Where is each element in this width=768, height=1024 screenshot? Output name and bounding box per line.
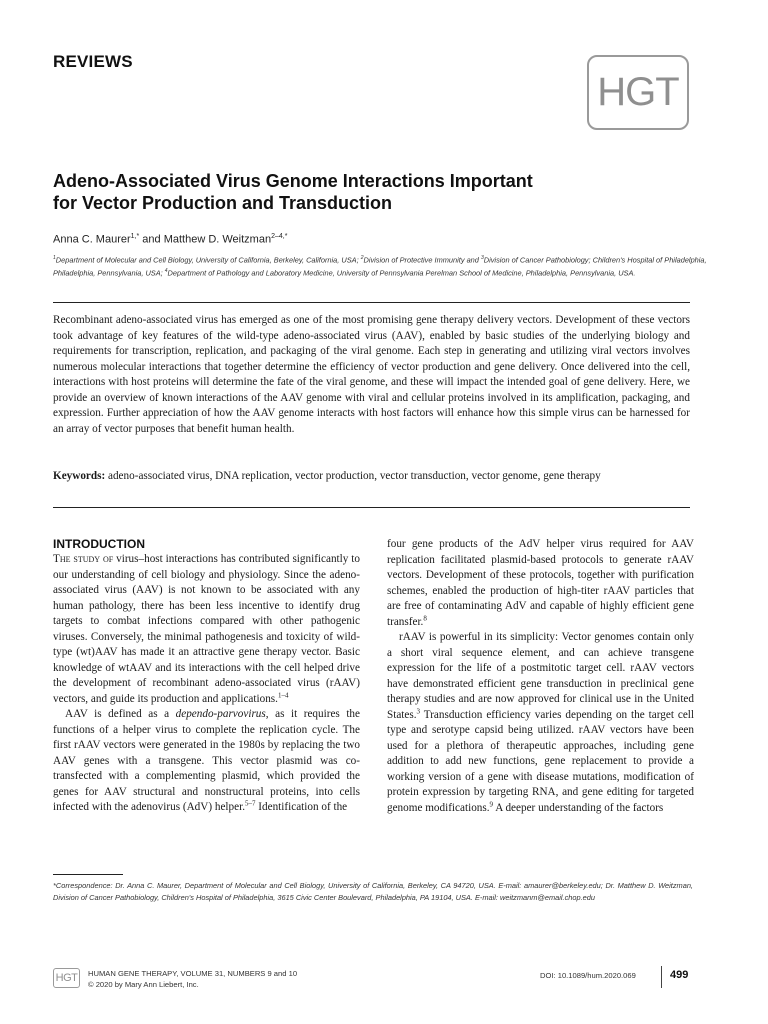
body-column-left: [53, 537, 360, 816]
body-paragraph: [53, 552, 360, 707]
reference-marker: 5–7: [245, 799, 256, 808]
reference-marker: 1–4: [277, 690, 289, 699]
affiliations: [53, 253, 708, 279]
body-column-right: [387, 537, 694, 816]
journal-volume: HUMAN GENE THERAPY, VOLUME 31, NUMBERS 9 and 10: [88, 969, 298, 978]
paragraph-text: rAAV is powerful in its simplicity: Vector genomes contain only a short viral sequence element, and can achieve transgene expression for the life of a postmitotic target cell. rAAV vectors have demonstrated efficient gene transduction in preclinical gene therapy studies and are now approved for clinical use in the United States.: [387, 631, 694, 721]
body-paragraph: [53, 707, 360, 816]
abstract: Recombinant adeno-associated virus has emerged as one of the most promising gene therapy delivery vectors. Development of these vectors took advantage of key features of the wild-type adeno-associated virus (AAV), enabled by basic studies of the underlying biology and requirements for transcription, replication, and packaging of the viral genome. Each step in generating and utilizing viral vectors involves numerous molecular interactions that together determine the efficiency of vector production and gene delivery. Once delivered into the cell, interactions with host proteins will determine the fate of the viral genome, and these will impact the intended goal of gene delivery. Here, we provide an overview of known interactions of the AAV genome with viral and cellular proteins involved in its amplification, packaging, and expression. Further appreciation of how the AAV genome interacts with host factors will enhance how this simple virus can be harnessed for an array of vector purposes that benefit human health.: [53, 314, 690, 435]
affiliation-text: Division of Cancer Pathobiology; Children's Hospital of Philadelphia, Philadelphia, Pennsylvania, USA;: [53, 255, 707, 278]
affiliation-marker: 3: [480, 255, 484, 261]
affiliation-text: Department of Pathology and Laboratory Medicine, University of Pennsylvania Perelman School of Medicine, Philadelphia, Pennsylvania, USA.: [167, 268, 636, 278]
body-paragraph: [387, 630, 694, 816]
italic-term: dependo-parvovirus: [175, 708, 266, 720]
doi: DOI: 10.1089/hum.2020.069: [540, 971, 636, 980]
author-conjunction: and: [139, 233, 164, 246]
author-affiliation-marker: 2–4,*: [271, 233, 288, 240]
section-label: REVIEWS: [53, 52, 133, 71]
journal-logo: HGT: [587, 55, 689, 130]
section-heading: INTRODUCTION: [53, 537, 145, 551]
paragraph-text: Identification of the: [255, 801, 348, 813]
author-name: Matthew D. Weitzman: [163, 233, 272, 246]
article-title: [53, 170, 613, 214]
copyright: © 2020 by Mary Ann Liebert, Inc.: [88, 980, 199, 989]
footer-journal-logo: HGT: [53, 968, 80, 988]
affiliation-marker: 4: [164, 267, 168, 274]
body-paragraph: [387, 537, 694, 630]
page-number-divider: [661, 966, 662, 988]
keywords: [53, 469, 690, 485]
paragraph-text: Transduction efficiency varies depending on the target cell type and serotype capsid being utilized. rAAV vectors have been used for a plethora of therapeutic approaches, including gene addition to add new functions, gene replacement to provide a working version of a gene with disease mutations, modification of protein expression by targeting RNA, and gene editing for targeted genome modifications.: [387, 708, 694, 814]
lead-in-smallcaps: The study of: [53, 553, 114, 565]
title-line-1: Adeno-Associated Virus Genome Interactions Important: [53, 171, 533, 191]
correspondence-footnote: *Correspondence: Dr. Anna C. Maurer, Department of Molecular and Cell Biology, University of California, Berkeley, CA 94720, USA. E-mail: amaurer@berkeley.edu; Dr. Matthew D. Weitzman, Division of Cancer Pathobiology, Children's Hospital of Philadelphia, 3615 Civic Center Boulevard, Philadelphia, PA 19104, USA. E-mail: weitzmanm@email.chop.edu: [53, 881, 693, 902]
footnote-rule: [53, 874, 123, 875]
abstract-top-rule: [53, 302, 690, 303]
paragraph-text: , as it requires the functions of a helper virus to complete the replication cycle. The first rAAV vectors were generated in the 1980s by replacing the two AAV genes with a transgene. This vector plasmid was co-transfected with a complementing plasmid, which provided the genes for AAV structural and nonstructural proteins, into cells infected with the adenovirus (AdV) helper.: [53, 708, 360, 813]
paragraph-text: A deeper understanding of the factors: [493, 801, 664, 814]
author-name: Anna C. Maurer: [53, 233, 131, 246]
paragraph-text: virus–host interactions has contributed significantly to our understanding of cell biology and physiology. Since the adeno-associated virus (AAV) is not known to be associated with any human pathology, there has been less incentive to identify drug targets to combat infections compared with other pathogenic viruses. Conversely, the minimal pathogenesis and toxicity of wild-type (wt)AAV has made it an attractive gene therapy vector. Basic knowledge of wtAAV and its interactions with the cell helped drive the development of recombinant adeno-associated virus (rAAV) vectors, and guide its production and applications.: [53, 553, 360, 705]
reference-marker: 3: [416, 706, 421, 715]
keywords-label: Keywords:: [53, 470, 106, 482]
journal-citation: [88, 968, 297, 990]
affiliation-marker: 2: [360, 255, 364, 261]
affiliation-marker: 1: [53, 255, 56, 261]
abstract-bottom-rule: [53, 507, 690, 508]
affiliation-text: Division of Protective Immunity and: [363, 255, 481, 265]
paragraph-text: four gene products of the AdV helper virus required for AAV replication facilitated plasmid-based protocols to generate rAAV vectors. Development of these protocols, together with purification schemes, enabled the production of high-titer rAAV particles that are free of contaminating AdV and capable of highly efficient gene transfer.: [387, 538, 694, 628]
affiliation-text: Department of Molecular and Cell Biology, University of California, Berkeley, California, USA;: [55, 255, 361, 265]
title-line-2: for Vector Production and Transduction: [53, 193, 393, 213]
keywords-list: adeno-associated virus, DNA replication, vector production, vector transduction, vector genome, gene therapy: [108, 470, 601, 482]
reference-marker: 9: [489, 799, 494, 808]
page-number: 499: [670, 969, 689, 981]
author-list: [53, 233, 287, 246]
paragraph-text: AAV is defined as a: [65, 708, 176, 720]
author-affiliation-marker: 1,*: [130, 233, 140, 240]
reference-marker: 8: [423, 613, 427, 622]
